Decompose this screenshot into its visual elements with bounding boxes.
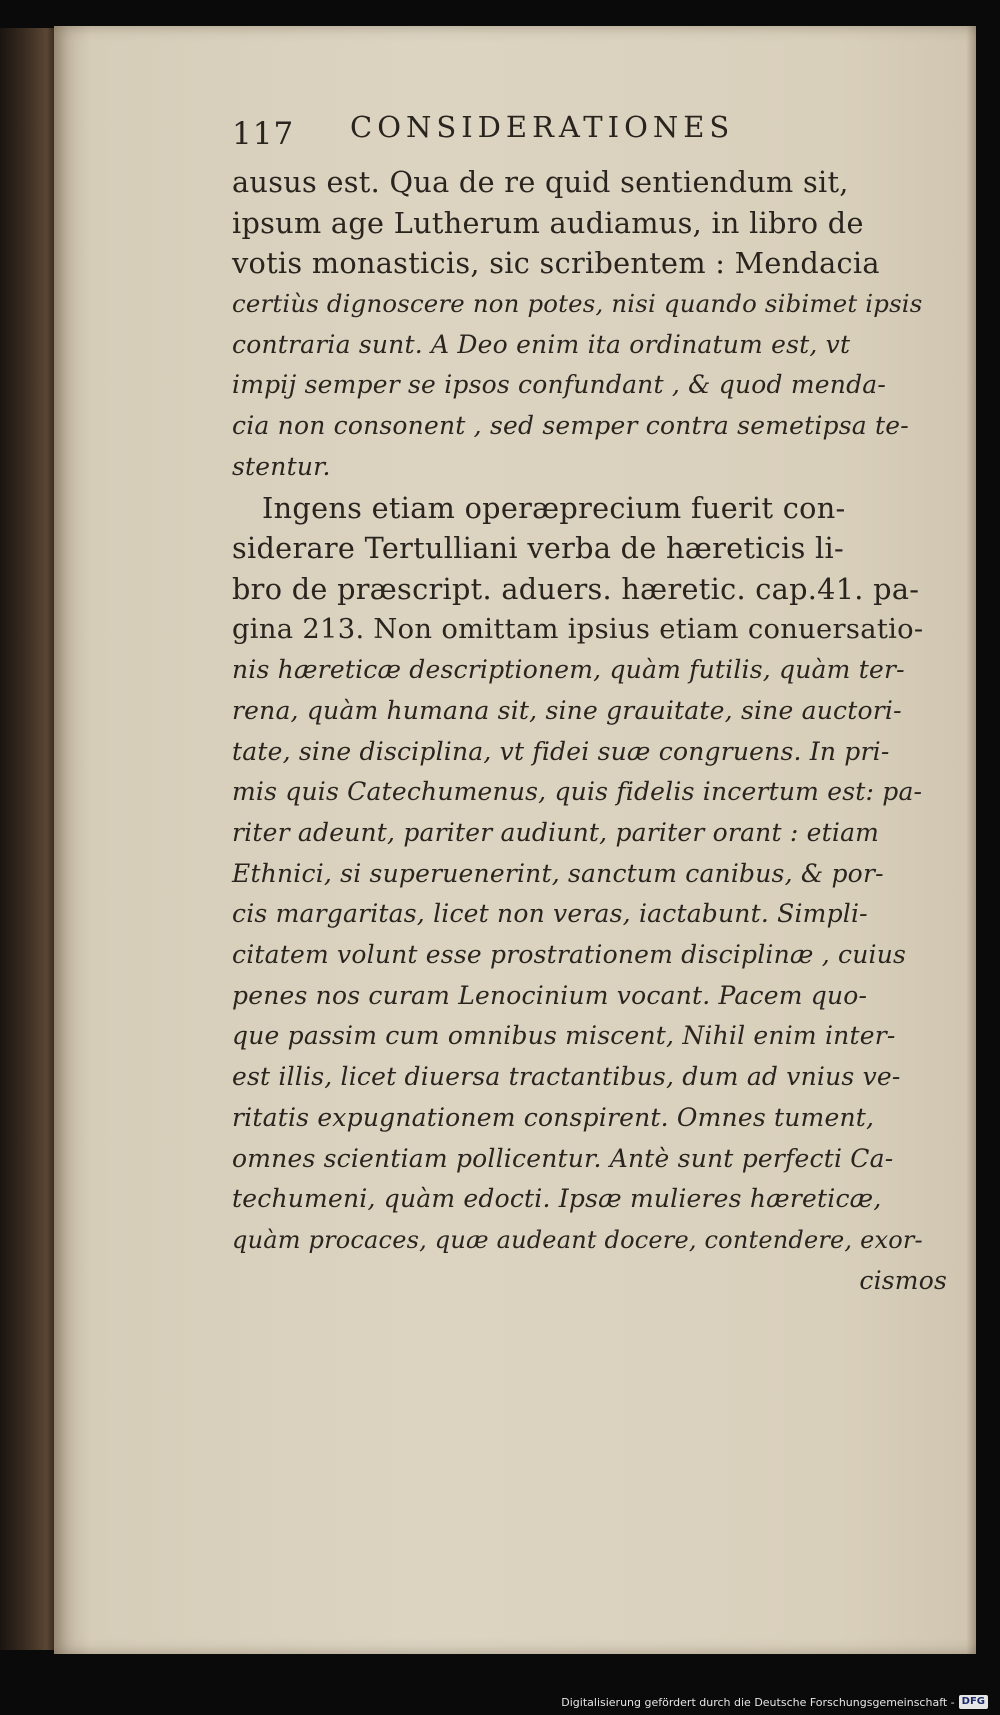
text-line: mis quis Catechumenus, quis fidelis incertum est: pa-	[232, 777, 923, 807]
text-line: est illis, licet diuersa tractantibus, dum ad vnius ve-	[232, 1062, 901, 1092]
text-line: impij semper se ipsos confundant , & quod menda-	[232, 370, 887, 400]
text-line: omnes scientiam pollicentur. Antè sunt perfecti Ca-	[232, 1143, 894, 1173]
text-line: quàm procaces, quæ audeant docere, contendere, exor-	[232, 1225, 923, 1254]
text-line: Ingens etiam operæprecium fuerit con-	[262, 490, 846, 525]
book-edge	[0, 28, 58, 1650]
text-line: gina 213. Non omittam ipsius etiam conuersatio-	[232, 613, 924, 645]
text-line: riter adeunt, pariter audiunt, pariter orant : etiam	[232, 818, 880, 847]
text-line: ausus est. Qua de re quid sentiendum sit,	[232, 165, 849, 199]
text-line: rena, quàm humana sit, sine grauitate, sine auctori-	[232, 695, 902, 725]
text-line: citatem volunt esse prostrationem disciplinæ , cuius	[232, 940, 907, 970]
text-line: techumeni, quàm edocti. Ipsæ mulieres hæreticæ,	[232, 1184, 882, 1214]
text-line: stentur.	[232, 451, 331, 481]
text-line: Ethnici, si superuenerint, sanctum canibus, & por-	[232, 858, 884, 888]
text-line: contraria sunt. A Deo enim ita ordinatum est, vt	[232, 329, 851, 359]
dfg-logo: DFG	[959, 1695, 988, 1709]
page-text	[232, 110, 977, 1301]
footer-credit	[561, 1692, 988, 1712]
page-header	[232, 110, 977, 162]
text-line: tate, sine disciplina, vt fidei suæ congruens. In pri-	[232, 736, 890, 766]
text-line: que passim cum omnibus miscent, Nihil enim inter-	[232, 1021, 896, 1051]
text-line: cia non consonent , sed semper contra semetipsa te-	[232, 411, 909, 441]
text-line: certiùs dignoscere non potes, nisi quando sibimet ipsis	[232, 289, 923, 319]
page-number: 117	[232, 116, 295, 152]
text-line: cismos	[859, 1265, 947, 1295]
text-line: cis margaritas, licet non veras, iactabunt. Simpli-	[232, 899, 868, 929]
running-title: CONSIDERATIONES	[350, 110, 735, 144]
text-line: ipsum age Lutherum audiamus, in libro de	[232, 205, 864, 240]
text-line: ritatis expugnationem conspirent. Omnes tument,	[232, 1102, 875, 1132]
text-line: nis hæreticæ descriptionem, quàm futilis, quàm ter-	[232, 655, 905, 685]
text-line: penes nos curam Lenocinium vocant. Pacem quo-	[232, 980, 868, 1010]
text-line: siderare Tertulliani verba de hæreticis li-	[232, 531, 844, 566]
credit-text: Digitalisierung gefördert durch die Deutsche Forschungsgemeinschaft -	[561, 1695, 955, 1709]
text-line: bro de præscript. aduers. hæretic. cap.41. pa-	[232, 571, 920, 606]
text-lines	[232, 162, 977, 1301]
text-line: votis monasticis, sic scribentem : Mendacia	[232, 246, 880, 281]
